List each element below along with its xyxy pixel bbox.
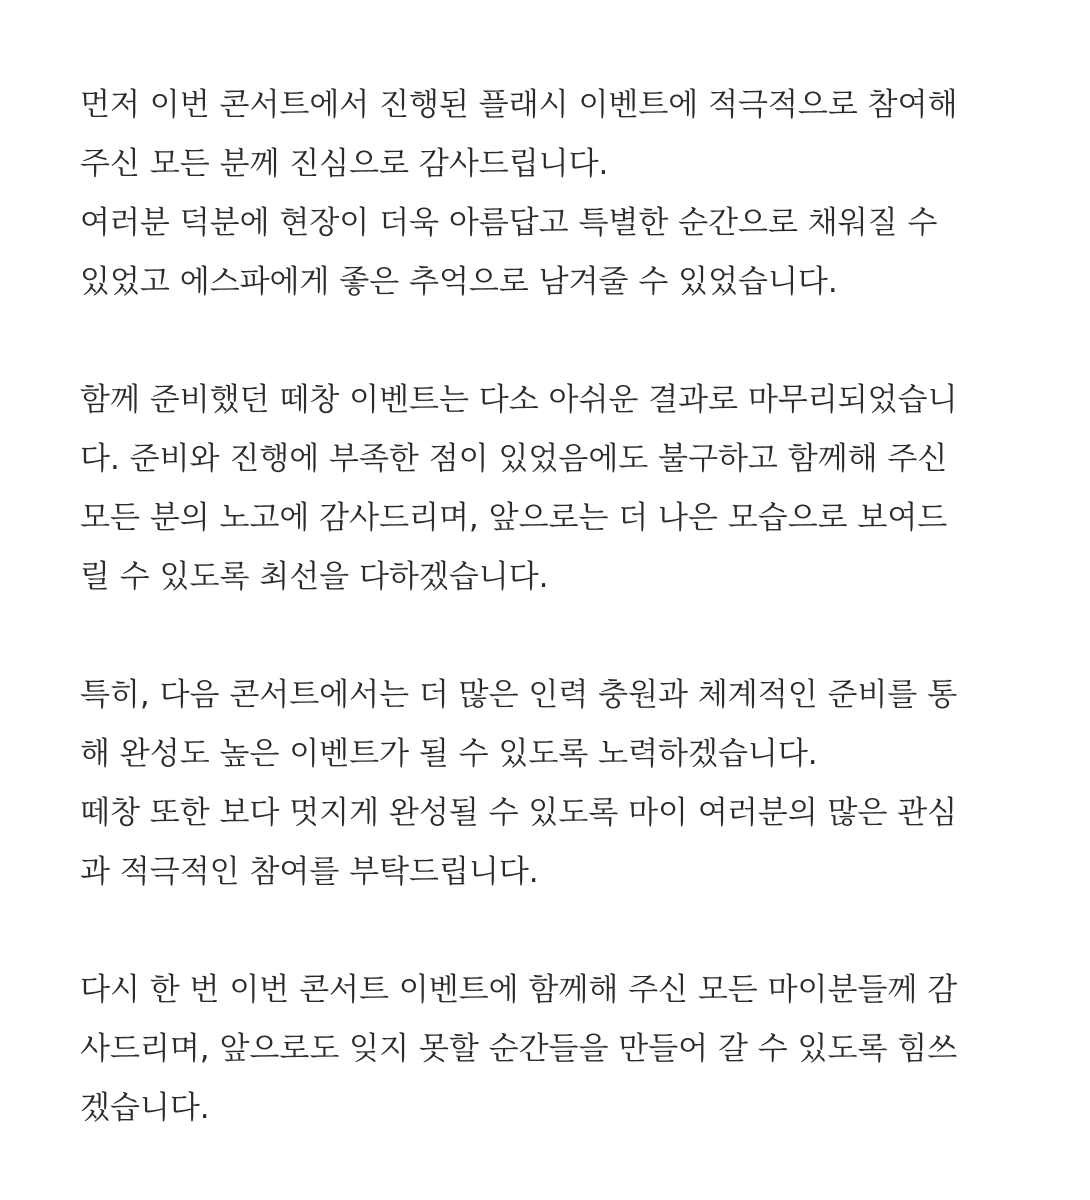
text-line: 주신 모든 분께 진심으로 감사드립니다.	[80, 146, 609, 182]
paragraph-singalong-event	[80, 371, 1040, 607]
paragraph-spacer	[80, 312, 1040, 371]
paragraph-next-concert	[80, 666, 1040, 902]
text-line: 릴 수 있도록 최선을 다하겠습니다.	[80, 559, 549, 595]
paragraph-closing	[80, 961, 1040, 1138]
notice-document	[80, 76, 1040, 1138]
text-line: 사드리며, 앞으로도 잊지 못할 순간들을 만들어 갈 수 있도록 힘쓰	[80, 1031, 958, 1067]
text-line: 겠습니다.	[80, 1090, 210, 1126]
text-line: 다. 준비와 진행에 부족한 점이 있었음에도 불구하고 함께해 주신	[80, 441, 948, 477]
text-line: 여러분 덕분에 현장이 더욱 아름답고 특별한 순간으로 채워질 수	[80, 205, 938, 241]
text-line: 있었고 에스파에게 좋은 추억으로 남겨줄 수 있었습니다.	[80, 264, 838, 300]
text-line: 다시 한 번 이번 콘서트 이벤트에 함께해 주신 모든 마이분들께 감	[80, 972, 958, 1008]
paragraph-thanks-flash-event	[80, 76, 1040, 312]
text-line: 과 적극적인 참여를 부탁드립니다.	[80, 854, 539, 890]
text-line: 모든 분의 노고에 감사드리며, 앞으로는 더 나은 모습으로 보여드	[80, 500, 948, 536]
paragraph-spacer	[80, 902, 1040, 961]
text-line: 먼저 이번 콘서트에서 진행된 플래시 이벤트에 적극적으로 참여해	[80, 87, 958, 123]
text-line: 특히, 다음 콘서트에서는 더 많은 인력 충원과 체계적인 준비를 통	[80, 677, 958, 713]
text-line: 떼창 또한 보다 멋지게 완성될 수 있도록 마이 여러분의 많은 관심	[80, 795, 958, 831]
text-line: 해 완성도 높은 이벤트가 될 수 있도록 노력하겠습니다.	[80, 736, 818, 772]
text-line: 함께 준비했던 떼창 이벤트는 다소 아쉬운 결과로 마무리되었습니	[80, 382, 958, 418]
paragraph-spacer	[80, 607, 1040, 666]
